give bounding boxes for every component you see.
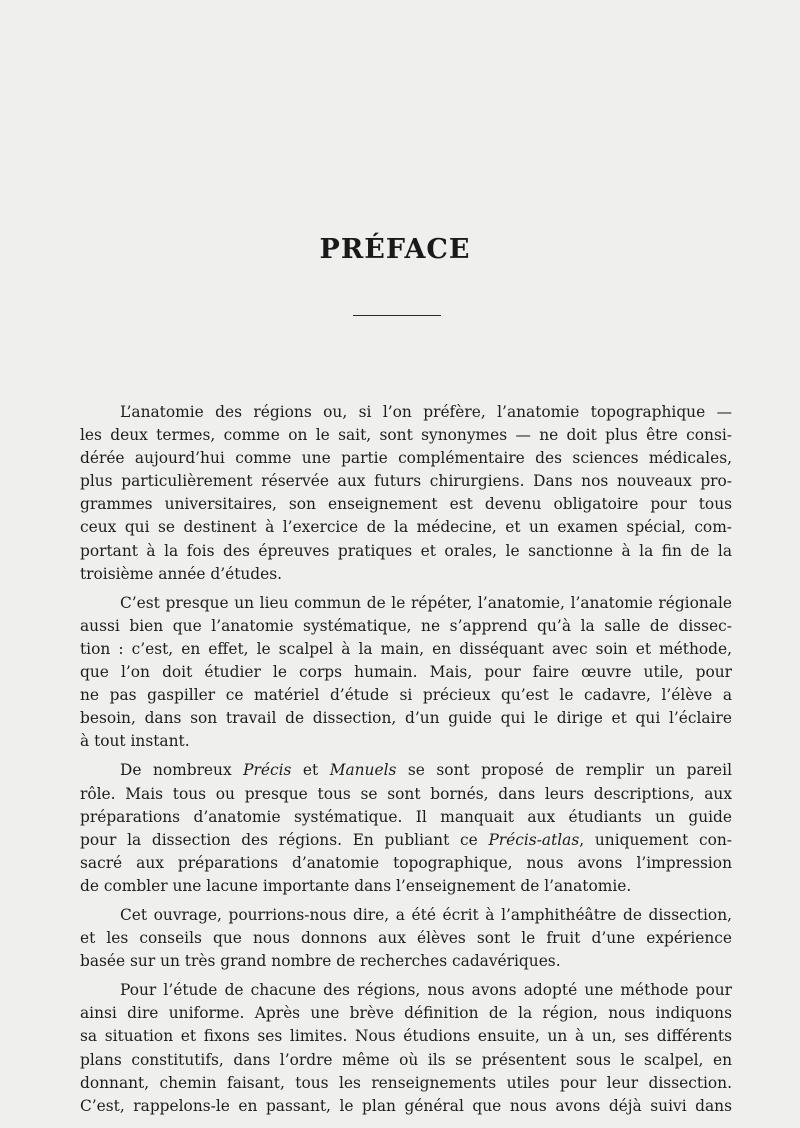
text-segment: De nombreux (120, 761, 244, 780)
paragraph-1-line: grammes universitaires, son enseignement est devenu obligatoire pour tous (80, 495, 732, 514)
paragraph-5-line: sa situation et fixons ses limites. Nous étudions ensuite, un à un, ses différents (80, 1027, 732, 1046)
preface-body (80, 401, 732, 1118)
paragraph-2-line: ne pas gaspiller ce matériel d’étude si précieux qu’est le cadavre, l’élève a (80, 686, 732, 705)
text-segment: pour la dissection des régions. En publiant ce (80, 830, 489, 849)
paragraph-3-line (80, 829, 732, 852)
paragraph-4-line: et les conseils que nous donnons aux élèves sont le fruit d’une expérience (80, 929, 732, 948)
paragraph-1-line: troisième année d’études. (80, 564, 283, 583)
paragraph-3-line: de combler une lacune importante dans l’enseignement de l’anatomie. (80, 876, 632, 895)
italic-title: Manuels (329, 761, 397, 780)
paragraph-1-line: plus particulièrement réservée aux futurs chirurgiens. Dans nos nouveaux pro- (80, 472, 732, 491)
paragraph-3-line: préparations d’anatomie systématique. Il manquait aux étudiants un guide (80, 807, 732, 826)
paragraph-2-line: tion : c’est, en effet, le scalpel à la main, en disséquant avec soin et méthode, (80, 639, 732, 658)
paragraph-2-line: besoin, dans son travail de dissection, d’un guide qui le dirige et qui l’éclaire (80, 709, 732, 728)
paragraph-5-line: donnant, chemin faisant, tous les renseignements utiles pour leur dissection. (80, 1073, 732, 1092)
paragraph-5-line: ainsi dire uniforme. Après une brève définition de la région, nous indiquons (80, 1004, 732, 1023)
page-title: PRÉFACE (319, 234, 471, 265)
paragraph-4-line: Cet ouvrage, pourrions-nous dire, a été écrit à l’amphithéâtre de dissection, (120, 905, 732, 924)
paragraph-2-line: que l’on doit étudier le corps humain. Mais, pour faire œuvre utile, pour (80, 663, 732, 682)
paragraph-4-line: basée sur un très grand nombre de recherches cadavériques. (80, 952, 561, 971)
paragraph-1-line: portant à la fois des épreuves pratiques et orales, le sanctionne à la fin de la (80, 541, 732, 560)
paragraph-5-line: Pour l’étude de chacune des régions, nous avons adopté une méthode pour (120, 981, 732, 1000)
paragraph-2-line: à tout instant. (80, 732, 190, 751)
text-segment: se sont proposé de remplir un pareil (396, 761, 733, 780)
paragraph-3-line: rôle. Mais tous ou presque tous se sont bornés, dans leurs descriptions, aux (80, 784, 732, 803)
paragraph-3-line (80, 759, 732, 782)
paragraph-1-line: les deux termes, comme on le sait, sont synonymes — ne doit plus être consi- (80, 426, 732, 445)
paragraph-2-line: aussi bien que l’anatomie systématique, ne s’apprend qu’à la salle de dissec- (80, 616, 732, 635)
paragraph-1-line: dérée aujourd’hui comme une partie complémentaire des sciences médicales, (80, 449, 732, 468)
italic-title: Précis (243, 761, 292, 780)
paragraph-1-line: L’anatomie des régions ou, si l’on préfère, l’anatomie topographique — (120, 403, 732, 421)
paragraph-1-line: ceux qui se destinent à l’exercice de la médecine, et un examen spécial, com- (80, 518, 732, 537)
italic-title: Précis-atlas (488, 830, 580, 849)
title-divider (353, 315, 441, 316)
text-segment: et (291, 761, 330, 780)
paragraph-3-line: sacré aux préparations d’anatomie topographique, nous avons l’impression (80, 853, 732, 872)
paragraph-2-line: C’est presque un lieu commun de le répéter, l’anatomie, l’anatomie régionale (120, 593, 732, 612)
paragraph-5-line: C’est, rappelons-le en passant, le plan général que nous avons déjà suivi dans (80, 1096, 732, 1115)
paragraph-5-line: plans constitutifs, dans l’ordre même où ils se présentent sous le scalpel, en (80, 1050, 732, 1069)
text-segment: , uniquement con- (579, 830, 732, 849)
